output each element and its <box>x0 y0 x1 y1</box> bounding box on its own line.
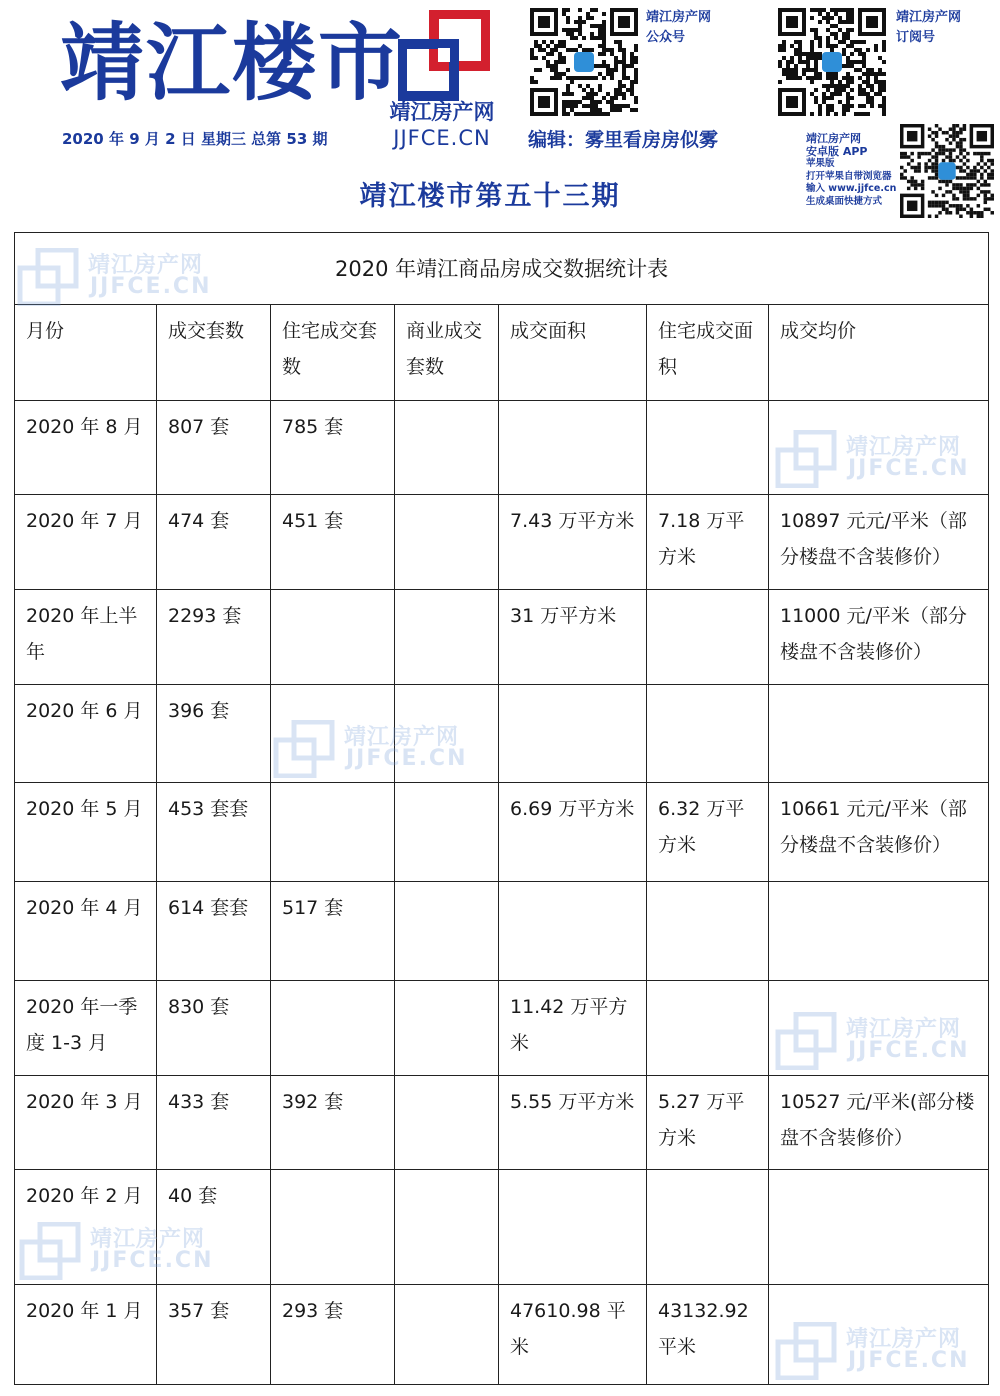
table-cell: 392 套 <box>271 1076 395 1170</box>
editor-line: 编辑：雾里看房房似雾 <box>528 129 719 151</box>
table-cell: 357 套 <box>157 1285 271 1385</box>
table-cell <box>769 1170 989 1285</box>
table-cell: 785 套 <box>271 401 395 495</box>
table-cell: 47610.98 平米 <box>499 1285 647 1385</box>
watermark-text: 靖江房产网 <box>344 725 460 750</box>
table-cell: 517 套 <box>271 882 395 981</box>
app-info-line: 生成桌面快捷方式 <box>806 195 883 207</box>
watermark-text: 靖江房产网 <box>846 435 962 460</box>
table-cell: 6.32 万平方米 <box>647 783 769 882</box>
table-cell: 7.18 万平方米 <box>647 495 769 590</box>
watermark-text: 靖江房产网 <box>90 1227 206 1252</box>
table-cell: 2020 年 6 月 <box>15 685 157 783</box>
table-caption: 2020 年靖江商品房成交数据统计表 <box>15 233 989 305</box>
table-cell: 2020 年 4 月 <box>15 882 157 981</box>
qr-label-line: 订阅号 <box>896 30 936 45</box>
table-cell <box>769 1285 989 1385</box>
table-row <box>15 1076 989 1170</box>
table-cell: 6.69 万平方米 <box>499 783 647 882</box>
table-cell: 43132.92 平米 <box>647 1285 769 1385</box>
table-cell <box>271 590 395 685</box>
watermark-text: JJFCE.CN <box>848 1348 970 1373</box>
table-cell <box>395 1076 499 1170</box>
watermark-text: JJFCE.CN <box>90 274 212 299</box>
issue-heading: 靖江楼市第五十三期 <box>359 181 621 212</box>
table-cell: 5.27 万平方米 <box>647 1076 769 1170</box>
table-cell <box>499 401 647 495</box>
table-cell: 11000 元/平米（部分楼盘不含装修价） <box>769 590 989 685</box>
table-cell <box>499 685 647 783</box>
table-cell <box>769 981 989 1076</box>
table-cell <box>769 685 989 783</box>
table-caption-row <box>15 233 989 305</box>
qr-label-subscription <box>896 8 961 48</box>
app-info-line: 输入 www.jjfce.cn <box>806 183 897 194</box>
table-cell: 396 套 <box>157 685 271 783</box>
table-cell <box>647 685 769 783</box>
table-header-cell: 住宅成交面积 <box>647 305 769 401</box>
table-cell: 2020 年 3 月 <box>15 1076 157 1170</box>
table-cell <box>395 783 499 882</box>
table-cell: 2293 套 <box>157 590 271 685</box>
table-cell <box>647 590 769 685</box>
watermark-text: JJFCE.CN <box>92 1248 214 1273</box>
table-header-cell: 商业成交套数 <box>395 305 499 401</box>
table-cell: 11.42 万平方米 <box>499 981 647 1076</box>
table-row <box>15 783 989 882</box>
watermark-text: 靖江房产网 <box>88 253 204 278</box>
table-cell <box>271 1170 395 1285</box>
table-header-cell: 成交套数 <box>157 305 271 401</box>
table-cell: 40 套 <box>157 1170 271 1285</box>
qr-label-line: 靖江房产网 <box>896 10 962 25</box>
stats-table-container <box>14 232 988 1385</box>
site-url: JJFCE.CN <box>393 126 491 150</box>
table-cell: 2020 年 7 月 <box>15 495 157 590</box>
table-header-cell: 成交面积 <box>499 305 647 401</box>
table-cell: 474 套 <box>157 495 271 590</box>
qr-label-line: 靖江房产网 <box>646 10 712 25</box>
table-row <box>15 495 989 590</box>
table-row <box>15 981 989 1076</box>
table-cell: 2020 年上半年 <box>15 590 157 685</box>
table-cell: 2020 年 1 月 <box>15 1285 157 1385</box>
table-cell <box>647 981 769 1076</box>
table-cell: 10527 元/平米(部分楼盘不含装修价） <box>769 1076 989 1170</box>
table-cell <box>395 590 499 685</box>
table-cell <box>499 882 647 981</box>
issue-date-line: 2020 年 9 月 2 日 星期三 总第 53 期 <box>62 130 328 148</box>
table-cell: 433 套 <box>157 1076 271 1170</box>
table-cell: 10897 元元/平米（部分楼盘不含装修价） <box>769 495 989 590</box>
table-cell: 614 套套 <box>157 882 271 981</box>
table-cell <box>271 981 395 1076</box>
table-header-cell: 住宅成交套数 <box>271 305 395 401</box>
table-header-cell: 成交均价 <box>769 305 989 401</box>
table-cell <box>395 401 499 495</box>
qr-code-public-account <box>530 8 638 116</box>
table-cell <box>647 1170 769 1285</box>
table-cell: 453 套套 <box>157 783 271 882</box>
qr-label-line: 公众号 <box>646 30 686 45</box>
watermark-text: 靖江房产网 <box>846 1017 962 1042</box>
table-cell <box>395 882 499 981</box>
site-name: 靖江房产网 <box>389 100 495 124</box>
table-cell: 7.43 万平方米 <box>499 495 647 590</box>
table-cell <box>395 685 499 783</box>
table-row <box>15 882 989 981</box>
table-cell: 293 套 <box>271 1285 395 1385</box>
table-cell <box>395 1285 499 1385</box>
table-cell: 2020 年 5 月 <box>15 783 157 882</box>
watermark-text: JJFCE.CN <box>848 1038 970 1063</box>
table-cell: 451 套 <box>271 495 395 590</box>
table-row <box>15 1170 989 1285</box>
watermark-text: JJFCE.CN <box>848 456 970 481</box>
table-cell: 2020 年一季度 1-3 月 <box>15 981 157 1076</box>
table-cell: 2020 年 2 月 <box>15 1170 157 1285</box>
table-row <box>15 401 989 495</box>
table-row <box>15 590 989 685</box>
table-cell: 31 万平方米 <box>499 590 647 685</box>
app-info-line: 苹果版 <box>806 158 835 169</box>
table-cell <box>769 401 989 495</box>
table-cell <box>647 401 769 495</box>
table-cell: 5.55 万平方米 <box>499 1076 647 1170</box>
table-cell <box>395 495 499 590</box>
app-info-line: 安卓版 APP <box>806 144 868 158</box>
site-logo <box>398 10 490 102</box>
table-cell: 830 套 <box>157 981 271 1076</box>
table-cell <box>271 783 395 882</box>
table-cell <box>499 1170 647 1285</box>
app-info-line: 打开苹果自带浏览器 <box>806 170 892 182</box>
table-row <box>15 1285 989 1385</box>
table-cell <box>395 1170 499 1285</box>
watermark-text: 靖江房产网 <box>846 1327 962 1352</box>
table-cell <box>769 882 989 981</box>
qr-code-subscription <box>778 8 886 116</box>
table-cell: 2020 年 8 月 <box>15 401 157 495</box>
masthead-title: 靖江楼市 <box>60 14 405 112</box>
table-row <box>15 685 989 783</box>
table-cell <box>647 882 769 981</box>
transaction-stats-table <box>14 232 989 1385</box>
qr-label-public-account <box>646 8 711 48</box>
table-header-cell: 月份 <box>15 305 157 401</box>
app-info-line: 靖江房产网 <box>806 132 861 145</box>
watermark-text: JJFCE.CN <box>346 746 468 771</box>
table-header-row <box>15 305 989 401</box>
table-cell <box>395 981 499 1076</box>
table-cell <box>271 685 395 783</box>
table-cell: 807 套 <box>157 401 271 495</box>
table-cell: 10661 元元/平米（部分楼盘不含装修价） <box>769 783 989 882</box>
